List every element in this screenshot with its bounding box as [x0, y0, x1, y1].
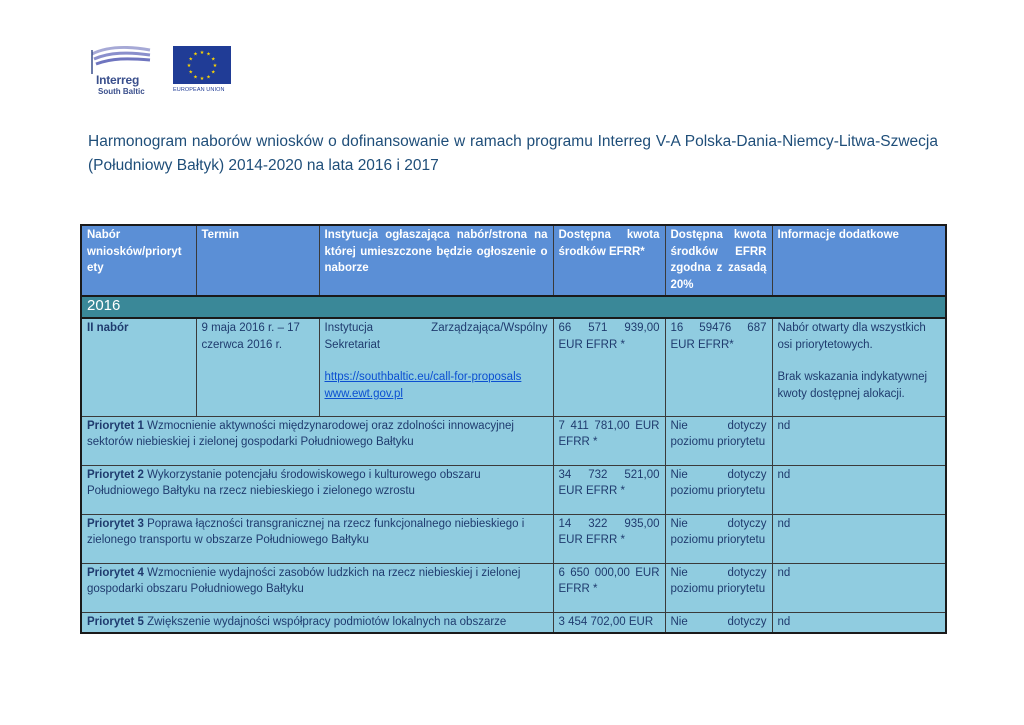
priority-5-label: Priorytet 5: [87, 615, 144, 628]
table-row-priority-3: [81, 514, 946, 563]
nabor-kwota-20: 16 59476 687 EUR EFRR*: [665, 318, 772, 416]
priority-1-label: Priorytet 1: [87, 419, 144, 432]
priority-1-kwota: 7 411 781,00 EUR EFRR *: [553, 416, 665, 465]
year-label: 2016: [81, 296, 946, 318]
interreg-waves-icon: [88, 44, 154, 74]
interreg-wordmark: Interreg: [96, 73, 140, 87]
nabor-info-1: Nabór otwarty dla wszystkich osi priorytetowych.: [777, 322, 926, 351]
call-for-proposals-link[interactable]: https://southbaltic.eu/call-for-proposals: [324, 371, 522, 383]
priority-1-desc-cell: [81, 416, 553, 465]
svg-text:★: ★: [186, 63, 192, 69]
nabor-info-cell: [772, 318, 946, 416]
svg-text:★: ★: [206, 51, 211, 58]
priority-4-info: nd: [772, 563, 946, 612]
priority-4-kwota: 6 650 000,00 EUR EFRR *: [553, 563, 665, 612]
ewt-gov-link[interactable]: www.ewt.gov.pl: [324, 387, 403, 400]
logo-area: [88, 44, 248, 98]
priority-3-label: Priorytet 3: [87, 517, 144, 530]
priority-2-info: nd: [772, 465, 946, 514]
nabor-instytucja-cell: [319, 318, 553, 416]
nabor-instytucja: Instytucja Zarządzająca/Wspólny Sekretariat: [324, 322, 548, 351]
priority-3-info: nd: [772, 514, 946, 563]
priority-4-desc-cell: [81, 563, 553, 612]
priority-2-kwota: 34 732 521,00 EUR EFRR *: [553, 465, 665, 514]
svg-text:★: ★: [212, 63, 218, 69]
eu-logo: [173, 46, 231, 98]
svg-text:★: ★: [199, 50, 205, 56]
nabor-label: II nabór: [81, 318, 196, 416]
nabor-info-2: Brak wskazania indykatywnej kwoty dostępnej alokacji.: [777, 371, 928, 400]
priority-2-desc: Wykorzystanie potencjału środowiskowego i kulturowego obszaru Południowego Bałtyku na rzecz niebieskiego i zielonego wzrostu: [87, 468, 481, 497]
table-row-priority-1: [81, 416, 946, 465]
table-row-priority-2: [81, 465, 946, 514]
priority-3-kwota-20: Nie dotyczy poziomu priorytetu: [665, 514, 772, 563]
priority-5-kwota-20: Nie dotyczy: [665, 612, 772, 633]
table-row-priority-4: [81, 563, 946, 612]
priority-4-desc: Wzmocnienie wydajności zasobów ludzkich na rzecz niebieskiej i zielonej gospodarki obszaru Południowego Bałtyku: [87, 566, 521, 595]
priority-5-kwota: 3 454 702,00 EUR: [553, 612, 665, 633]
table-header-row: [81, 225, 946, 296]
svg-text:★: ★: [188, 56, 193, 63]
svg-text:★: ★: [188, 69, 193, 76]
eu-flag-icon: [173, 46, 231, 84]
svg-text:★: ★: [211, 69, 216, 76]
priority-5-info: nd: [772, 612, 946, 633]
nabor-kwota: 66 571 939,00 EUR EFRR *: [553, 318, 665, 416]
table-row-priority-5: [81, 612, 946, 633]
header-kwota-20: Dostępna kwota środków EFRR zgodna z zasadą 20%: [665, 225, 772, 296]
priority-1-desc: Wzmocnienie aktywności międzynarodowej oraz zdolności innowacyjnej sektorów niebieskiej i zielonej gospodarki Południowego Bałtyku: [87, 419, 514, 448]
priority-1-info: nd: [772, 416, 946, 465]
table-row-nabor: [81, 318, 946, 416]
svg-text:★: ★: [199, 76, 205, 82]
priority-3-kwota: 14 322 935,00 EUR EFRR *: [553, 514, 665, 563]
svg-text:★: ★: [211, 56, 216, 63]
priority-2-label: Priorytet 2: [87, 468, 144, 481]
priority-5-desc-cell: [81, 612, 553, 633]
priority-1-kwota-20: Nie dotyczy poziomu priorytetu: [665, 416, 772, 465]
header-informacje: Informacje dodatkowe: [772, 225, 946, 296]
svg-text:★: ★: [193, 74, 198, 81]
schedule-table: [80, 224, 947, 634]
nabor-termin: 9 maja 2016 r. – 17 czerwca 2016 r.: [196, 318, 319, 416]
year-row: [81, 296, 946, 318]
priority-4-label: Priorytet 4: [87, 566, 144, 579]
svg-text:★: ★: [206, 74, 211, 81]
priority-5-desc: Zwiększenie wydajności współpracy podmiotów lokalnych na obszarze: [147, 615, 507, 628]
priority-2-desc-cell: [81, 465, 553, 514]
interreg-logo: [88, 44, 158, 98]
header-termin: Termin: [196, 225, 319, 296]
header-instytucja: Instytucja ogłaszająca nabór/strona na której umieszczone będzie ogłoszenie o naborze: [319, 225, 553, 296]
interreg-subtitle: South Baltic: [98, 87, 145, 96]
page-title: Harmonogram naborów wniosków o dofinansowanie w ramach programu Interreg V-A Polska-Dania-Niemcy-Litwa-Szwecja (Południowy Bałtyk) 2014-2020 na lata 2016 i 2017: [88, 133, 938, 174]
priority-3-desc-cell: [81, 514, 553, 563]
header-kwota: Dostępna kwota środków EFRR*: [553, 225, 665, 296]
priority-2-kwota-20: Nie dotyczy poziomu priorytetu: [665, 465, 772, 514]
eu-caption: EUROPEAN UNION: [173, 87, 225, 93]
header-nabor: Nabór wniosków/prioryt ety: [81, 225, 196, 296]
svg-text:★: ★: [193, 51, 198, 58]
priority-4-kwota-20: Nie dotyczy poziomu priorytetu: [665, 563, 772, 612]
priority-3-desc: Poprawa łączności transgranicznej na rzecz funkcjonalnego niebieskiego i zielonego transportu w obszarze Południowego Bałtyku: [87, 517, 525, 546]
